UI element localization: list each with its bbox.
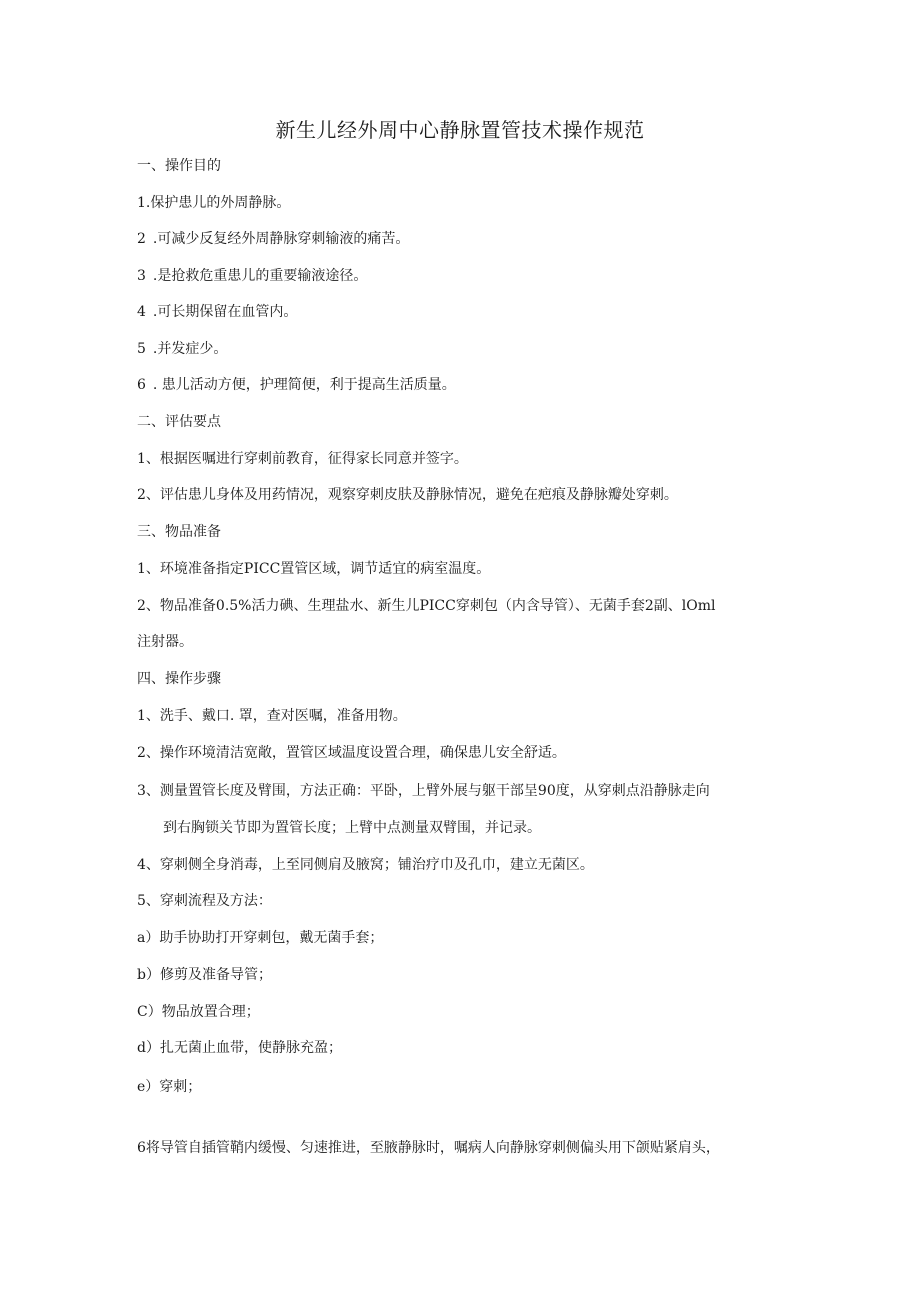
paragraph-line: 3、测量置管长度及臂围，方法正确：平卧，上臂外展与躯干部呈90度，从穿刺点沿静脉走向 <box>137 783 710 799</box>
list-item: C）物品放置合理； <box>137 1004 260 1020</box>
paragraph-line: 1、根据医嘱进行穿刺前教育，征得家长同意并签字。 <box>137 451 468 467</box>
paragraph-line: 5、穿刺流程及方法： <box>137 893 272 909</box>
paragraph-line: 注射器。 <box>137 634 193 650</box>
list-item: b）修剪及准备导管； <box>137 967 272 983</box>
paragraph-line: 1、环境准备指定PICC置管区域，调节适宜的病室温度。 <box>137 561 491 577</box>
section-heading-supplies: 三、物品准备 <box>137 524 221 540</box>
paragraph-line: 1.保护患儿的外周静脉。 <box>137 195 291 211</box>
paragraph-line: 到右胸锁关节即为置管长度；上臂中点测量双臂围，并记录。 <box>163 820 541 836</box>
paragraph-line: 3 .是抢救危重患儿的重要输液途径。 <box>137 268 368 284</box>
paragraph-line: 6 . 患儿活动方便，护理简便，利于提高生活质量。 <box>137 377 456 393</box>
section-heading-purpose: 一、操作目的 <box>137 158 221 174</box>
section-heading-assessment: 二、评估要点 <box>137 414 221 430</box>
paragraph-line: 2、物品准备0.5%活力碘、生理盐水、新生儿PICC穿刺包（内含导管）、无菌手套2副、lOml <box>137 598 716 614</box>
paragraph-line: 4 .可长期保留在血管内。 <box>137 304 298 320</box>
paragraph-line: 6将导管自插管鞘内缓慢、匀速推进，至腋静脉时，嘱病人向静脉穿刺侧偏头用下颌贴紧肩头， <box>137 1140 720 1156</box>
list-item: e）穿刺； <box>137 1079 202 1095</box>
paragraph-line: 5 .并发症少。 <box>137 341 228 357</box>
section-heading-steps: 四、操作步骤 <box>137 671 221 687</box>
document-title: 新生儿经外周中心静脉置管技术操作规范 <box>275 118 645 142</box>
paragraph-line: 2 .可减少反复经外周静脉穿刺输液的痛苦。 <box>137 231 410 247</box>
paragraph-line: 2、评估患儿身体及用药情况，观察穿刺皮肤及静脉情况，避免在疤痕及静脉瓣处穿刺。 <box>137 487 678 503</box>
list-item: d）扎无菌止血带，使静脉充盈； <box>137 1040 342 1056</box>
paragraph-line: 1、洗手、戴口. 罩，查对医嘱，准备用物。 <box>137 708 407 724</box>
paragraph-line: 2、操作环境清洁宽敞，置管区域温度设置合理，确保患儿安全舒适。 <box>137 745 566 761</box>
paragraph-line: 4、穿刺侧全身消毒，上至同侧肩及腋窝；铺治疗巾及孔巾，建立无菌区。 <box>137 857 594 873</box>
list-item: a）助手协助打开穿刺包，戴无菌手套； <box>137 930 384 946</box>
